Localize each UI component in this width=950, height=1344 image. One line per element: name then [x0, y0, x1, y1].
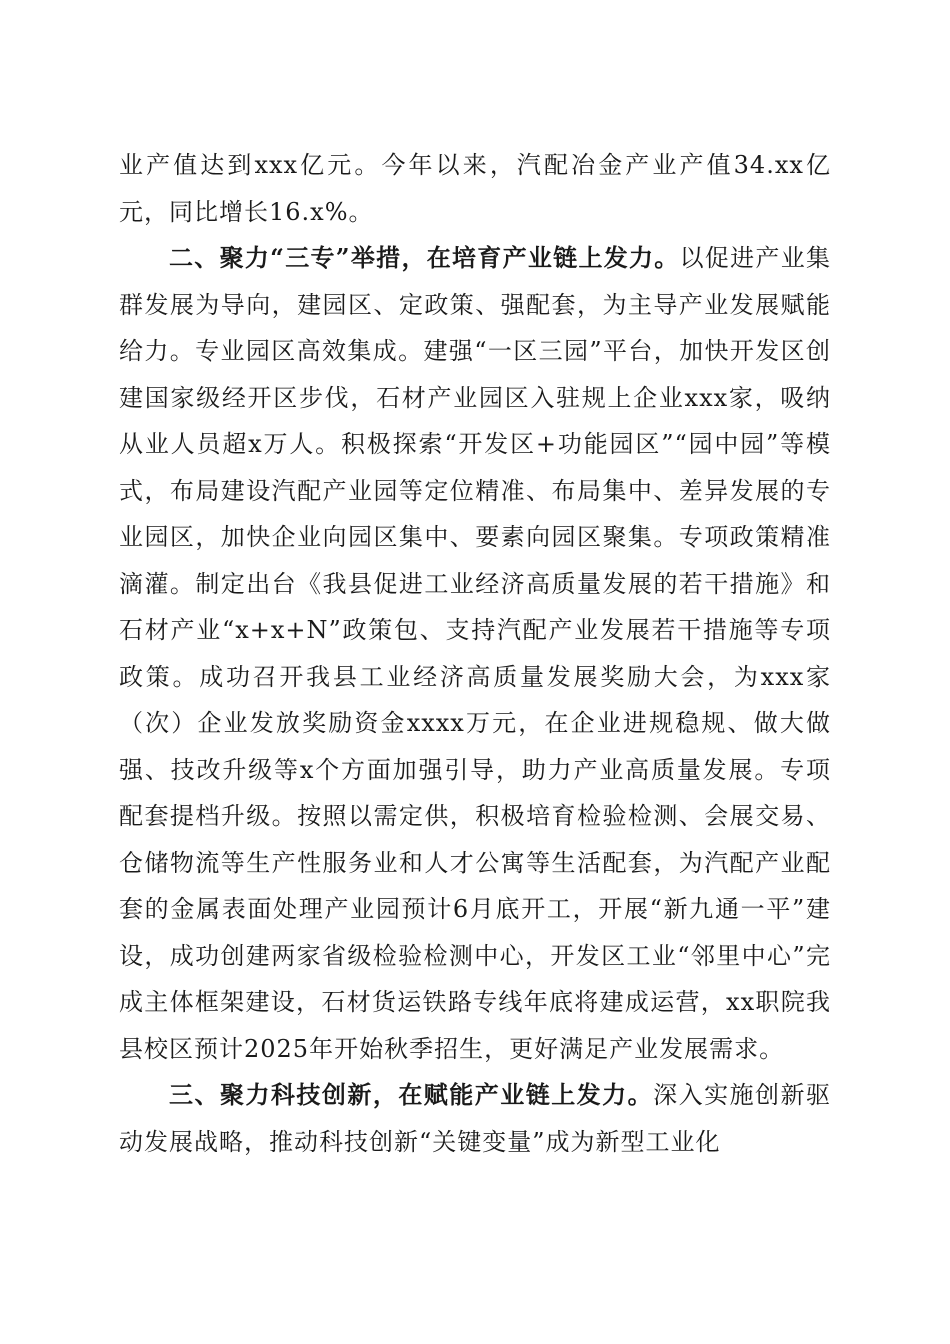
paragraph-3	[119, 1072, 831, 1165]
section-2-heading: 二、聚力“三专”举措，在培育产业链上发力。	[169, 243, 680, 272]
paragraph-3-text: 深入实施创新驱动发展战略，推动科技创新“关键变量”成为新型工业化	[119, 1081, 832, 1156]
paragraph-2-text: 以促进产业集群发展为导向，建园区、定政策、强配套，为主导产业发展赋能给力。专业园区高效集成。建强“一区三园”平台，加快开发区创建国家级经开区步伐，石材产业园区入驻规上企业xxx家，吸纳从业人员超x万人。积极探索“开发区+功能园区”“园中园”等模式，布局建设汽配产业园等定位精准、布局集中、差异发展的专业园区，加快企业向园区集中、要素向园区聚集。专项政策精准滴灌。制定出台《我县促进工业经济高质量发展的若干措施》和石材产业“x+x+N”政策包、支持汽配产业发展若干措施等专项政策。成功召开我县工业经济高质量发展奖励大会，为xxx家（次）企业发放奖励资金xxxx万元，在企业进规稳规、做大做强、技改升级等x个方面加强引导，助力产业高质量发展。专项配套提档升级。按照以需定供，积极培育检验检测、会展交易、仓储物流等生产性服务业和人才公寓等生活配套，为汽配产业配套的金属表面处理产业园预计6月底开工，开展“新九通一平”建设，成功创建两家省级检验检测中心，开发区工业“邻里中心”完成主体框架建设，石材货运铁路专线年底将建成运营，xx职院我县校区预计2025年开始秋季招生，更好满足产业发展需求。	[119, 244, 831, 1063]
paragraph-1	[119, 142, 831, 235]
document-body	[119, 142, 831, 1165]
section-3-heading: 三、聚力科技创新，在赋能产业链上发力。	[169, 1080, 654, 1109]
paragraph-2	[119, 235, 831, 1072]
paragraph-1-text: 业产值达到xxx亿元。今年以来，汽配冶金产业产值34.xx亿元，同比增长16.x%。	[119, 151, 831, 226]
